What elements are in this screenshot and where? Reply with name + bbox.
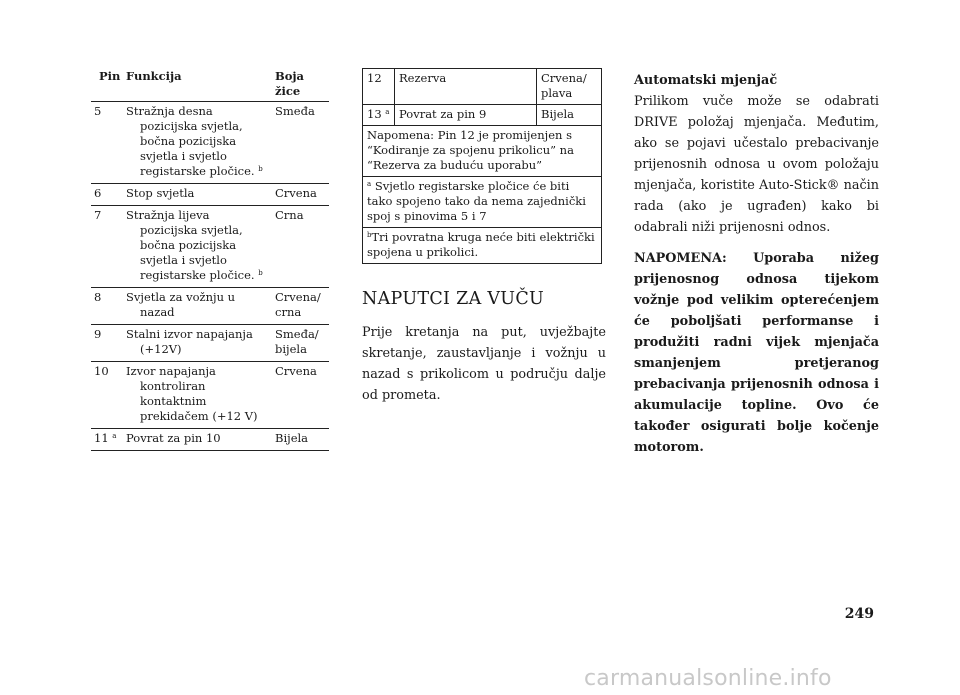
pin-cell: 11 $^a$ — [91, 429, 123, 451]
wire-color-cell: Crvena — [272, 362, 329, 429]
pin-cell: 7 — [91, 206, 123, 288]
col-header-function: Funkcija — [123, 68, 272, 102]
subsection-paragraph: Prilikom vuče može se odabrati DRIVE položaj mjenjača. Međutim, ako se pojavi učestalo prebacivanje prijenosnih odnosa u ovom položaju mjenjača, koristite Auto-Stick® način rada (ako je ugrađen) kako bi odabrali niži prijenosni odnos. — [634, 94, 879, 235]
footnote-row — [363, 177, 602, 228]
right-column — [634, 70, 879, 458]
wire-color-cell: Crvena/ plava — [537, 69, 602, 105]
wiring-pin-table-continued — [362, 68, 602, 264]
col-header-wire-color: Boja žice — [272, 68, 329, 102]
wire-color-cell: Crvena — [272, 184, 329, 206]
subsection-heading: Automatski mjenjač — [634, 73, 778, 88]
footnote-b: $^b$Tri povratna kruga neće biti električki spojena u prikolici. — [363, 228, 602, 264]
function-cell: Rezerva — [395, 69, 537, 105]
table-row — [363, 105, 602, 126]
pin-cell: 5 — [91, 102, 123, 184]
wire-color-cell: Crvena/ crna — [272, 288, 329, 325]
pin-cell: 13 $^a$ — [363, 105, 395, 126]
footnote-row — [363, 228, 602, 264]
function-cell: Stalni izvor napajanja (+12V) — [123, 325, 272, 362]
function-cell: Izvor napajanja kontroliran kontaktnim prekidačem (+12 V) — [123, 362, 272, 429]
wire-color-cell: Bijela — [272, 429, 329, 451]
function-cell: Svjetla za vožnju u nazad — [123, 288, 272, 325]
table-note-row — [363, 126, 602, 177]
col-header-pin: Pin — [91, 68, 123, 102]
wire-color-cell: Bijela — [537, 105, 602, 126]
wire-color-cell: Crna — [272, 206, 329, 288]
function-cell: Stražnja lijeva pozicijska svjetla, bočna pozicijska svjetla i svjetlo registarske pločice. $^b$ — [123, 206, 272, 288]
table-row — [91, 429, 329, 451]
table-row — [91, 362, 329, 429]
pin-cell: 6 — [91, 184, 123, 206]
wire-color-cell: Smeđa — [272, 102, 329, 184]
table-row — [91, 102, 329, 184]
pin12-note: Napomena: Pin 12 je promijenjen s “Kodiranje za spojenu prikolicu” na “Rezerva za buduću uporabu” — [363, 126, 602, 177]
function-cell: Stražnja desna pozicijska svjetla, bočna pozicijska svjetla i svjetlo registarske pločice. $^b$ — [123, 102, 272, 184]
table-row — [363, 69, 602, 105]
page-number: 249 — [844, 606, 874, 622]
pin-cell: 12 — [363, 69, 395, 105]
section-body: Prije kretanja na put, uvježbajte skretanje, zaustavljanje i vožnju u nazad s prikolicom u području dalje od prometa. — [362, 325, 606, 403]
table-header-row — [91, 68, 329, 102]
function-cell: Povrat za pin 10 — [123, 429, 272, 451]
wire-color-cell: Smeđa/ bijela — [272, 325, 329, 362]
function-cell: Povrat za pin 9 — [395, 105, 537, 126]
table-row — [91, 288, 329, 325]
function-cell: Stop svjetla — [123, 184, 272, 206]
table-row — [91, 184, 329, 206]
watermark: carmanualsonline.info — [584, 666, 832, 691]
pin-cell: 10 — [91, 362, 123, 429]
wiring-pin-table — [91, 68, 329, 451]
table-row — [91, 206, 329, 288]
pin-cell: 8 — [91, 288, 123, 325]
footnote-a: $^a$ Svjetlo registarske pločice će biti tako spojeno tako da nema zajednički spoj s pinovima 5 i 7 — [363, 177, 602, 228]
section-title: NAPUTCI ZA VUČU — [362, 289, 545, 309]
table-row — [91, 325, 329, 362]
pin-cell: 9 — [91, 325, 123, 362]
note-paragraph: NAPOMENA: Uporaba nižeg prijenosnog odnosa tijekom vožnje pod velikim opterećenjem će poboljšati performanse i produžiti radni vijek mjenjača smanjenjem pretjeranog prebacivanja prijenosnih odnosa i akumulacije topline. Ovo će također osigurati bolje kočenje motorom. — [634, 251, 879, 455]
